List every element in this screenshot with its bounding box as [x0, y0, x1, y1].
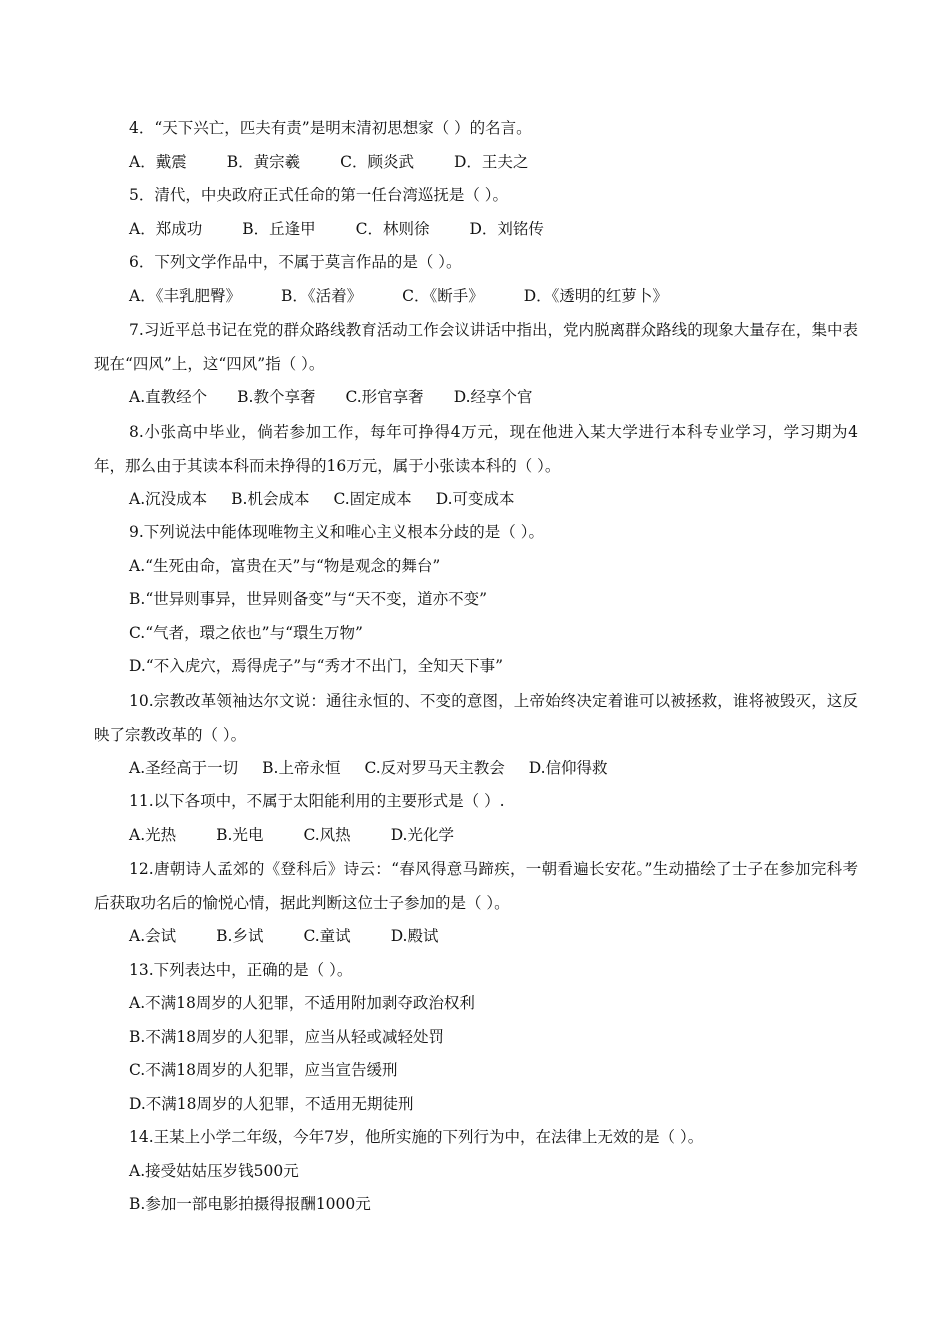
question-14-option-a: A.接受姑姑压岁钱500元 [129, 1161, 299, 1180]
option-a: A．郑成功 [129, 219, 203, 238]
question-13-stem: 13.下列表达中，正确的是（ ）。 [129, 960, 353, 979]
question-8-options [94, 483, 858, 517]
question-9-option-c: C.“气者，環之依也”与“環生万物” [129, 623, 363, 642]
option-b: B．丘逢甲 [242, 219, 316, 238]
option-c: C.反对罗马天主教会 [364, 758, 505, 777]
option-c: C.形官享奢 [345, 388, 424, 406]
question-12-stem: 12.唐朝诗人孟郊的《登科后》诗云：“春风得意马蹄疾，一朝看遍长安花。”生动描绘了士子在参加完科考后获取功名后的愉悦心情，据此判断这位士子参加的是（ ）。 [94, 860, 858, 912]
question-9-stem: 9.下列说法中能体现唯物主义和唯心主义根本分歧的是（ ）。 [129, 523, 544, 541]
question-10-options [94, 752, 858, 786]
option-d: D．刘铭传 [469, 219, 544, 238]
option-d: D.殿试 [390, 927, 439, 945]
question-8-stem: 8.小张高中毕业，倘若参加工作，每年可挣得4万元，现在他进入某大学进行本科专业学习，学习期为4年，那么由于其读本科而未挣得的16万元，属于小张读本科的（ ）。 [94, 422, 858, 475]
question-7-options [94, 381, 858, 415]
option-d: D.经享个官 [453, 388, 533, 406]
option-c: C．《断手》 [402, 286, 484, 305]
option-a: A.圣经高于一切 [129, 758, 239, 777]
question-11-stem: 11.以下各项中，不属于太阳能利用的主要形式是（ ）. [129, 792, 505, 810]
option-c: C.风热 [303, 825, 351, 844]
option-b: B．黄宗羲 [226, 152, 301, 171]
option-d: D.光化学 [390, 825, 454, 844]
question-4-stem: 4．“天下兴亡，匹夫有责”是明末清初思想家（ ）的名言。 [129, 119, 532, 137]
option-b: B.乡试 [216, 927, 264, 945]
option-c: C.固定成本 [333, 489, 412, 508]
option-a: A.沉没成本 [129, 489, 208, 508]
option-a: A.光热 [129, 825, 177, 844]
question-4-options [94, 146, 858, 180]
option-b: B.机会成本 [231, 489, 310, 508]
option-b: B.光电 [216, 825, 264, 844]
question-7-stem: 7.习近平总书记在党的群众路线教育活动工作会议讲话中指出，党内脱离群众路线的现象大量存在，集中表现在“四风”上，这“四风”指（ ）。 [94, 321, 858, 373]
option-d: D.可变成本 [435, 489, 515, 508]
question-6-stem: 6．下列文学作品中，不属于莫言作品的是（ ）。 [129, 253, 462, 271]
question-9-option-a: A.“生死由命，富贵在天”与“物是观念的舞台” [129, 556, 441, 575]
option-d: D．王夫之 [453, 152, 529, 171]
question-9-option-d: D.“不入虎穴，焉得虎子”与“秀才不出门，全知天下事” [129, 657, 503, 675]
option-c: C．林则徐 [355, 219, 430, 238]
question-5-options [94, 213, 858, 247]
question-6-options [94, 280, 858, 314]
question-5-stem: 5．清代，中央政府正式任命的第一任台湾巡抚是（ ）。 [129, 186, 509, 204]
option-c: C．顾炎武 [340, 152, 414, 171]
option-a: A．戴震 [129, 152, 187, 171]
question-10-stem: 10.宗教改革领袖达尔文说：通往永恒的、不变的意图，上帝始终决定着谁可以被拯救，谁将被毁灭，这反映了宗教改革的（ ）。 [94, 691, 858, 744]
option-d: D.信仰得救 [528, 758, 608, 777]
question-14-stem: 14.王某上小学二年级，今年7岁，他所实施的下列行为中，在法律上无效的是（ ）。 [129, 1128, 704, 1146]
question-13-option-c: C.不满18周岁的人犯罪，应当宣告缓刑 [129, 1061, 398, 1079]
question-13-option-b: B.不满18周岁的人犯罪，应当从轻或减轻处罚 [129, 1027, 445, 1046]
option-d: D．《透明的红萝卜》 [523, 286, 668, 305]
question-13-option-a: A.不满18周岁的人犯罪，不适用附加剥夺政治权利 [129, 994, 475, 1012]
option-b: B.上帝永恒 [262, 758, 341, 777]
option-a: A.会试 [129, 927, 177, 945]
option-b: B．《活着》 [280, 286, 363, 305]
option-c: C.童试 [303, 927, 351, 945]
question-13-option-d: D.不满18周岁的人犯罪，不适用无期徒刑 [129, 1094, 414, 1113]
option-a: A．《丰乳肥臀》 [129, 286, 241, 305]
question-14-option-b: B.参加一部电影拍摄得报酬1000元 [129, 1195, 371, 1213]
question-9-option-b: B.“世异则事异，世异则备变”与“天不变，道亦不变” [129, 590, 488, 608]
option-a: A.直教经个 [129, 388, 208, 406]
question-12-options [94, 920, 858, 954]
question-11-options [94, 819, 858, 853]
option-b: B.教个享奢 [237, 388, 316, 406]
